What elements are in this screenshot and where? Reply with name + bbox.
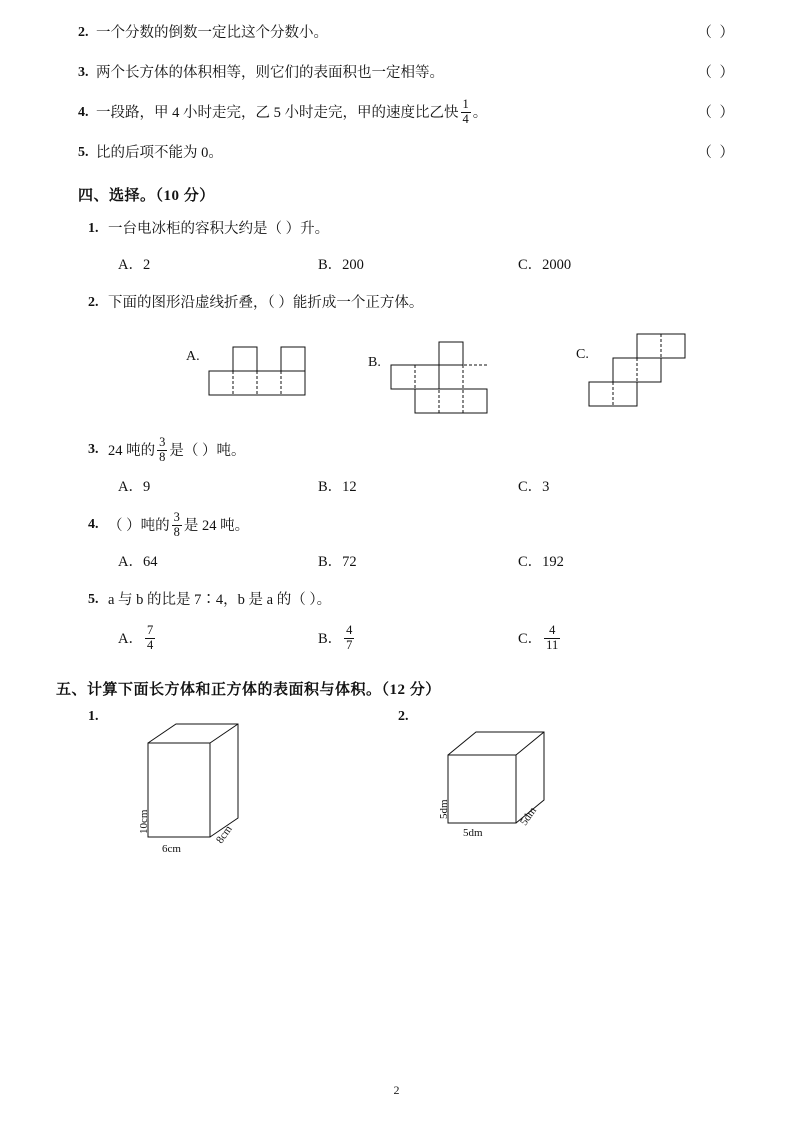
figure-2-number: 2. [398, 709, 409, 725]
net-b-label: B. [368, 355, 381, 371]
item-number: 4. [78, 105, 89, 120]
fraction-denominator: 11 [546, 638, 559, 652]
fraction-denominator: 8 [173, 525, 180, 539]
fraction [544, 624, 560, 653]
answer-brackets[interactable]: （ ） [697, 145, 736, 162]
option-b[interactable]: B．200 [318, 257, 364, 274]
net-b-figure [390, 341, 520, 417]
question-number: 2. [88, 295, 99, 311]
question-4-options [78, 548, 738, 576]
figure-1-depth-label: 8cm [214, 823, 235, 847]
item-number: 2. [78, 25, 89, 40]
figure-2-width-label: 5dm [463, 827, 483, 840]
page-content [56, 18, 738, 874]
section-four-title: 四、选择。（10 分） [78, 188, 215, 205]
option-a[interactable]: A．9 [118, 479, 151, 496]
item-text: 两个长方体的体积相等，则它们的表面积也一定相等。 [96, 65, 444, 81]
option-a-label: A． [118, 631, 143, 648]
truefalse-item [78, 58, 738, 88]
fraction-numerator: 7 [146, 623, 154, 638]
net-c-figure [588, 333, 698, 417]
option-b[interactable]: B．72 [318, 554, 357, 571]
question-text: （ ）吨的 [108, 518, 170, 535]
fraction-denominator: 4 [462, 111, 469, 126]
option-c[interactable]: C．192 [518, 554, 564, 571]
question-3-options [78, 473, 738, 501]
question-1 [78, 215, 738, 243]
solids-figures [78, 709, 738, 874]
option-b-label: B． [318, 631, 343, 648]
option-a[interactable]: A．2 [118, 257, 151, 274]
section-five-title: 五、计算下面长方体和正方体的表面积与体积。（12 分） [56, 682, 441, 699]
figure-2-cube [428, 729, 558, 849]
question-text: a 与 b 的比是 7∶4，b 是 a 的（ ）。 [108, 592, 332, 609]
page-number: 2 [393, 1083, 400, 1097]
fraction-numerator: 3 [159, 435, 166, 450]
figure-1-number: 1. [88, 709, 99, 725]
question-1-options [78, 251, 738, 279]
option-c-label: C． [518, 631, 543, 648]
cube-nets-figures [78, 325, 738, 420]
fraction [344, 624, 354, 653]
fraction-denominator: 7 [346, 638, 353, 652]
option-c[interactable]: C．2000 [518, 257, 572, 274]
fraction-denominator: 8 [159, 449, 166, 464]
truefalse-item [78, 98, 738, 128]
figure-2-height-label: 5dm [438, 799, 450, 820]
item-number: 5. [78, 145, 89, 161]
question-text: 下面的图形沿虚线折叠，（ ）能折成一个正方体。 [108, 295, 424, 312]
fraction-numerator: 4 [346, 623, 353, 638]
net-a-figure [208, 335, 328, 405]
fraction [145, 624, 155, 653]
question-3 [78, 436, 738, 465]
item-text: 一个分数的倒数一定比这个分数小。 [96, 25, 328, 41]
option-b[interactable] [318, 622, 518, 656]
option-b[interactable]: B．12 [318, 479, 357, 496]
answer-brackets[interactable]: （ ） [697, 25, 736, 41]
question-text-tail: 是 24 吨。 [183, 518, 250, 535]
figure-1-width-label: 6cm [162, 843, 181, 856]
option-c[interactable]: C．3 [518, 479, 550, 496]
truefalse-item [78, 18, 738, 48]
item-number: 3. [78, 65, 89, 80]
fraction-numerator: 3 [173, 510, 180, 525]
question-text: 一台电冰柜的容积大约是（ ）升。 [108, 221, 330, 238]
item-text: 比的后项不能为 0。 [96, 145, 223, 162]
fraction [172, 511, 182, 540]
net-a-label: A. [186, 349, 200, 365]
item-text: 一段路，甲 4 小时走完，乙 5 小时走完，甲的速度比乙快 [96, 105, 459, 122]
figure-2-depth-label: 5dm [518, 805, 540, 829]
question-number: 3. [88, 442, 99, 458]
net-c-label: C. [576, 347, 589, 363]
question-5-options [78, 622, 738, 656]
item-text-tail: 。 [472, 105, 488, 122]
question-text: 24 吨的 [108, 443, 156, 460]
option-a[interactable] [118, 622, 318, 656]
fraction [461, 98, 471, 127]
answer-brackets[interactable]: （ ） [697, 65, 736, 81]
option-c[interactable] [518, 622, 718, 656]
question-text-tail: 是（ ）吨。 [169, 443, 246, 460]
question-number: 5. [88, 592, 99, 608]
answer-brackets[interactable]: （ ） [697, 105, 736, 121]
question-number: 1. [88, 221, 99, 237]
fraction-numerator: 4 [549, 623, 556, 638]
truefalse-section [78, 18, 738, 168]
question-4 [78, 511, 738, 540]
question-5 [78, 586, 738, 614]
figure-1-height-label: 10cm [138, 809, 150, 835]
truefalse-item [78, 138, 738, 168]
option-a[interactable]: A．64 [118, 554, 158, 571]
question-2 [78, 289, 738, 317]
question-number: 4. [88, 517, 99, 533]
fraction [157, 436, 167, 465]
fraction-numerator: 1 [462, 97, 469, 111]
fraction-denominator: 4 [146, 638, 154, 652]
